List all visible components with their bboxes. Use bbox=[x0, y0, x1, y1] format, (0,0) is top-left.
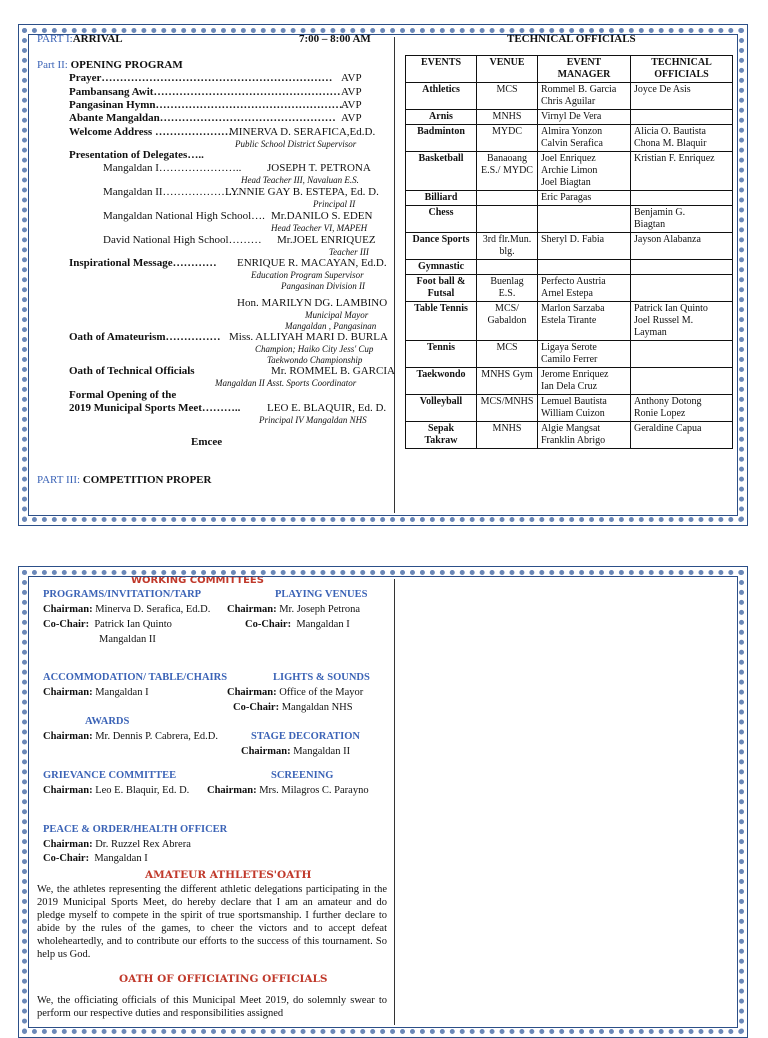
playing-venues-heading: PLAYING VENUES bbox=[275, 589, 368, 600]
cochair-name: Mangaldan I bbox=[94, 853, 148, 864]
delegate-role: Head Teacher III, Navaluan E.S. bbox=[241, 175, 359, 185]
event-manager-cell: Virnyl De Vera bbox=[538, 110, 631, 125]
peace-order-heading: PEACE & ORDER/HEALTH OFFICER bbox=[43, 824, 228, 835]
grievance-chairman bbox=[43, 785, 189, 796]
athletes-oath-title: AMATEUR ATHLETES'OATH bbox=[145, 869, 312, 881]
chairman-name: Mangaldan II bbox=[293, 746, 351, 757]
lights-sounds-heading: LIGHTS & SOUNDS bbox=[273, 672, 370, 683]
chairman-name: Leo E. Blaquir, Ed. D. bbox=[95, 785, 190, 796]
event-manager-cell: Sheryl D. Fabia bbox=[538, 233, 631, 260]
table-row bbox=[406, 275, 733, 302]
event-cell: Table Tennis bbox=[406, 302, 477, 341]
screening-heading: SCREENING bbox=[271, 770, 334, 781]
technical-officials-cell: Kristian F. Enriquez bbox=[631, 152, 733, 191]
playing-cochair bbox=[245, 619, 350, 630]
part2-heading bbox=[37, 59, 183, 71]
program-who: AVP bbox=[341, 99, 362, 111]
technical-officials-cell: Patrick Ian Quinto Joel Russel M. Layman bbox=[631, 302, 733, 341]
playing-chairman bbox=[227, 604, 360, 615]
chairman-name: Mr. Dennis P. Cabrera, Ed.D. bbox=[95, 731, 218, 742]
venue-cell: Banaoang E.S./ MYDC bbox=[477, 152, 538, 191]
working-committees-title: WORKING COMMITTEES bbox=[131, 575, 264, 586]
header-technical-officials: TECHNICAL OFFICIALS bbox=[631, 56, 733, 83]
event-cell: Billiard bbox=[406, 191, 477, 206]
program-who: AVP bbox=[341, 112, 362, 124]
officials-oath-title: OATH OF OFFICIATING OFFICIALS bbox=[119, 973, 328, 985]
inspirational-division: Pangasinan Division II bbox=[281, 281, 365, 291]
screening-chairman bbox=[207, 785, 369, 796]
stage-decoration-heading: STAGE DECORATION bbox=[251, 731, 361, 742]
table-row bbox=[406, 341, 733, 368]
stage-chairman bbox=[241, 746, 350, 757]
table-row bbox=[406, 422, 733, 449]
event-manager-cell: Lemuel Bautista William Cuizon bbox=[538, 395, 631, 422]
delegate-role: Principal II bbox=[313, 199, 356, 209]
venue-cell: MCS/ Gabaldon bbox=[477, 302, 538, 341]
lights-chairman bbox=[227, 687, 363, 698]
venue-cell: MNHS bbox=[477, 110, 538, 125]
column-divider bbox=[394, 579, 395, 1025]
technical-officials-cell bbox=[631, 191, 733, 206]
table-row bbox=[406, 110, 733, 125]
cochair-label: Co-Chair: bbox=[233, 702, 280, 713]
chairman-name: Dr. Ruzzel Rex Abrera bbox=[95, 839, 191, 850]
emcee-label: Emcee bbox=[191, 436, 223, 448]
table-row bbox=[406, 368, 733, 395]
program-page-1 bbox=[18, 24, 748, 526]
part3-title: COMPETITION PROPER bbox=[82, 474, 212, 486]
program-item: Pangasinan Hymn…………………………………………… bbox=[69, 99, 343, 111]
technical-officials-cell bbox=[631, 341, 733, 368]
delegate-rep: Mr.JOEL ENRIQUEZ bbox=[277, 234, 376, 246]
presentation-title: Presentation of Delegates….. bbox=[69, 149, 204, 161]
event-manager-cell: Eric Paragas bbox=[538, 191, 631, 206]
delegate-rep: JOSEPH T. PETRONA bbox=[267, 162, 371, 174]
chairman-label: Chairman: bbox=[207, 785, 257, 796]
event-manager-cell: Almira Yonzon Calvin Serafica bbox=[538, 125, 631, 152]
event-cell: Volleyball bbox=[406, 395, 477, 422]
chairman-label: Chairman: bbox=[43, 839, 93, 850]
inspirational-speaker: ENRIQUE R. MACAYAN, Ed.D. bbox=[237, 257, 387, 269]
event-manager-cell bbox=[538, 206, 631, 233]
event-cell: Basketball bbox=[406, 152, 477, 191]
mayor-place: Mangaldan , Pangasinan bbox=[285, 321, 377, 331]
table-row bbox=[406, 152, 733, 191]
program-item: Prayer……………………………………………………… bbox=[69, 72, 333, 84]
table-row bbox=[406, 395, 733, 422]
accommodation-chairman bbox=[43, 687, 149, 698]
formal-opening-role: Principal IV Mangaldan NHS bbox=[259, 415, 367, 425]
event-cell: Sepak Takraw bbox=[406, 422, 477, 449]
table-row bbox=[406, 125, 733, 152]
part1-label: PART I: bbox=[37, 33, 73, 45]
program-who: AVP bbox=[341, 86, 362, 98]
chairman-label: Chairman: bbox=[43, 604, 93, 615]
table-row bbox=[406, 302, 733, 341]
venue-cell: MCS/MNHS bbox=[477, 395, 538, 422]
officials-oath-text: We, the officiating officials of this Municipal Meet 2019, do solemnly swear to perform our respective duties and responsibilities assigned bbox=[37, 995, 387, 1019]
event-manager-cell: Joel Enriquez Archie Limon Joel Biagtan bbox=[538, 152, 631, 191]
event-manager-cell: Perfecto Austria Arnel Estepa bbox=[538, 275, 631, 302]
peace-chairman bbox=[43, 839, 191, 850]
oath-amateurism-event: Taekwondo Championship bbox=[267, 355, 363, 365]
oath-technical-officials: Oath of Technical Officials bbox=[69, 365, 195, 377]
event-manager-cell: Marlon Sarzaba Estela Tirante bbox=[538, 302, 631, 341]
chairman-label: Chairman: bbox=[227, 687, 277, 698]
part1-title: ARRIVAL bbox=[72, 33, 123, 45]
venue-cell: MNHS Gym bbox=[477, 368, 538, 395]
table-header-row bbox=[406, 56, 733, 83]
venue-cell: MCS bbox=[477, 341, 538, 368]
event-manager-cell bbox=[538, 260, 631, 275]
chairman-label: Chairman: bbox=[241, 746, 291, 757]
cochair-name: Mangaldan I bbox=[296, 619, 350, 630]
part3-label: PART III: bbox=[37, 474, 81, 486]
chairman-name: Mrs. Milagros C. Parayno bbox=[259, 785, 369, 796]
oath-officials-speaker: Mr. ROMMEL B. GARCIA bbox=[271, 365, 395, 377]
table-body bbox=[406, 83, 733, 449]
inspirational-message: Inspirational Message………… bbox=[69, 257, 217, 269]
programs-heading: PROGRAMS/INVITATION/TARP bbox=[43, 589, 202, 600]
tech-officials-title: TECHNICAL OFFICIALS bbox=[507, 33, 636, 45]
chairman-name: Mr. Joseph Petrona bbox=[279, 604, 361, 615]
venue-cell: MYDC bbox=[477, 125, 538, 152]
event-manager-cell: Algie Mangsat Franklin Abrigo bbox=[538, 422, 631, 449]
event-cell: Arnis bbox=[406, 110, 477, 125]
cochair-name: Mangaldan NHS bbox=[281, 702, 353, 713]
chairman-name: Office of the Mayor bbox=[279, 687, 364, 698]
oath-officials-role: Mangaldan II Asst. Sports Coordinator bbox=[215, 378, 357, 388]
delegate-school: Mangaldan I………………….. bbox=[103, 162, 242, 174]
mayor-role: Municipal Mayor bbox=[305, 310, 369, 320]
delegate-school: David National High School……… bbox=[103, 234, 262, 246]
venue-cell bbox=[477, 206, 538, 233]
cochair-label: Co-Chair: bbox=[43, 853, 90, 864]
lights-cochair bbox=[233, 702, 353, 713]
table-row bbox=[406, 233, 733, 260]
welcome-speaker: MINERVA D. SERAFICA,Ed.D. bbox=[229, 126, 376, 138]
delegate-rep: Mr.DANILO S. EDEN bbox=[271, 210, 373, 222]
venue-cell: 3rd flr.Mun. blg. bbox=[477, 233, 538, 260]
event-cell: Chess bbox=[406, 206, 477, 233]
technical-officials-cell: Anthony Dotong Ronie Lopez bbox=[631, 395, 733, 422]
delegate-role: Head Teacher VI, MAPEH bbox=[271, 223, 368, 233]
venue-cell: MNHS bbox=[477, 422, 538, 449]
event-cell: Badminton bbox=[406, 125, 477, 152]
technical-officials-cell: Alicia O. Bautista Chona M. Blaquir bbox=[631, 125, 733, 152]
part3-heading bbox=[37, 474, 211, 486]
chairman-name: Minerva D. Serafica, Ed.D. bbox=[95, 604, 211, 615]
technical-officials-table bbox=[405, 55, 733, 449]
program-who: AVP bbox=[341, 72, 362, 84]
technical-officials-cell bbox=[631, 275, 733, 302]
formal-opening-line2: 2019 Municipal Sports Meet……….. bbox=[69, 402, 241, 414]
event-cell: Dance Sports bbox=[406, 233, 477, 260]
delegate-rep: LYNNIE GAY B. ESTEPA, Ed. D. bbox=[225, 186, 379, 198]
part1-time: 7:00 – 8:00 AM bbox=[299, 33, 371, 45]
accommodation-heading: ACCOMMODATION/ TABLE/CHAIRS bbox=[43, 672, 228, 683]
oath-amateurism: Oath of Amateurism…………… bbox=[69, 331, 221, 343]
venue-cell bbox=[477, 260, 538, 275]
peace-cochair bbox=[43, 853, 148, 864]
table-row bbox=[406, 260, 733, 275]
program-item: Pambansang Awit…………………………………………… bbox=[69, 86, 341, 98]
awards-chairman bbox=[43, 731, 218, 742]
technical-officials-cell: Geraldine Capua bbox=[631, 422, 733, 449]
part2-label: Part II: bbox=[37, 59, 68, 71]
chairman-label: Chairman: bbox=[43, 687, 93, 698]
chairman-label: Chairman: bbox=[43, 785, 93, 796]
cochair-name: Patrick Ian Quinto bbox=[94, 619, 172, 630]
venue-cell: MCS bbox=[477, 83, 538, 110]
part2-title: OPENING PROGRAM bbox=[70, 59, 183, 71]
table-row bbox=[406, 206, 733, 233]
delegate-school: Mangaldan II………………… bbox=[103, 186, 240, 198]
event-cell: Tennis bbox=[406, 341, 477, 368]
mayor-name: Hon. MARILYN DG. LAMBINO bbox=[237, 297, 388, 309]
oath-amateurism-speaker: Miss. ALLIYAH MARI D. BURLA bbox=[229, 331, 388, 343]
event-manager-cell: Ligaya Serote Camilo Ferrer bbox=[538, 341, 631, 368]
oath-amateurism-role: Champion; Haiko City Jess' Cup bbox=[255, 344, 374, 354]
technical-officials-cell bbox=[631, 368, 733, 395]
table-row bbox=[406, 83, 733, 110]
part1-heading bbox=[37, 33, 123, 45]
program-page-2 bbox=[18, 566, 748, 1038]
awards-heading: AWARDS bbox=[85, 716, 130, 727]
venue-cell: Buenlag E.S. bbox=[477, 275, 538, 302]
cochair-label: Co-Chair: bbox=[43, 619, 90, 630]
programs-chairman bbox=[43, 604, 210, 615]
event-cell: Taekwondo bbox=[406, 368, 477, 395]
event-cell: Foot ball & Futsal bbox=[406, 275, 477, 302]
grievance-heading: GRIEVANCE COMMITTEE bbox=[43, 770, 177, 781]
event-manager-cell: Jerome Enriquez Ian Dela Cruz bbox=[538, 368, 631, 395]
technical-officials-cell: Joyce De Asis bbox=[631, 83, 733, 110]
welcome-role: Public School District Supervisor bbox=[235, 139, 357, 149]
event-manager-cell: Rommel B. Garcia Chris Aguilar bbox=[538, 83, 631, 110]
technical-officials-cell bbox=[631, 260, 733, 275]
welcome-address: Welcome Address ………………… bbox=[69, 126, 232, 138]
event-cell: Athletics bbox=[406, 83, 477, 110]
delegate-role: Teacher III bbox=[329, 247, 369, 257]
formal-opening-speaker: LEO E. BLAQUIR, Ed. D. bbox=[267, 402, 387, 414]
table-row bbox=[406, 191, 733, 206]
venue-cell bbox=[477, 191, 538, 206]
technical-officials-cell: Benjamin G. Biagtan bbox=[631, 206, 733, 233]
cochair-label: Co-Chair: bbox=[245, 619, 292, 630]
inspirational-role: Education Program Supervisor bbox=[251, 270, 364, 280]
column-divider bbox=[394, 37, 395, 513]
header-events: EVENTS bbox=[406, 56, 477, 83]
chairman-label: Chairman: bbox=[227, 604, 277, 615]
programs-cochair-2: Mangaldan II bbox=[99, 634, 156, 645]
header-venue: VENUE bbox=[477, 56, 538, 83]
event-cell: Gymnastic bbox=[406, 260, 477, 275]
formal-opening-line1: Formal Opening of the bbox=[69, 389, 177, 401]
technical-officials-cell: Jayson Alabanza bbox=[631, 233, 733, 260]
programs-cochair bbox=[43, 619, 172, 630]
technical-officials-cell bbox=[631, 110, 733, 125]
delegate-school: Mangaldan National High School…. bbox=[103, 210, 265, 222]
chairman-name: Mangaldan I bbox=[95, 687, 149, 698]
chairman-label: Chairman: bbox=[43, 731, 93, 742]
program-item: Abante Mangaldan………………………………………… bbox=[69, 112, 336, 124]
athletes-oath-text: We, the athletes representing the different athletic delegations participating in the 2019 Municipal Sports Meet, do hereby declare that I am an amateur and do pledge myself to compete in the spirit of true sportsmanship. I further declare to abide by the rules of the games, to cheer the victors and to accept defeat wholeheartedly, and to contribute our efforts to the success of this tournament. So help us God. bbox=[37, 884, 387, 960]
header-event-manager: EVENT MANAGER bbox=[538, 56, 631, 83]
